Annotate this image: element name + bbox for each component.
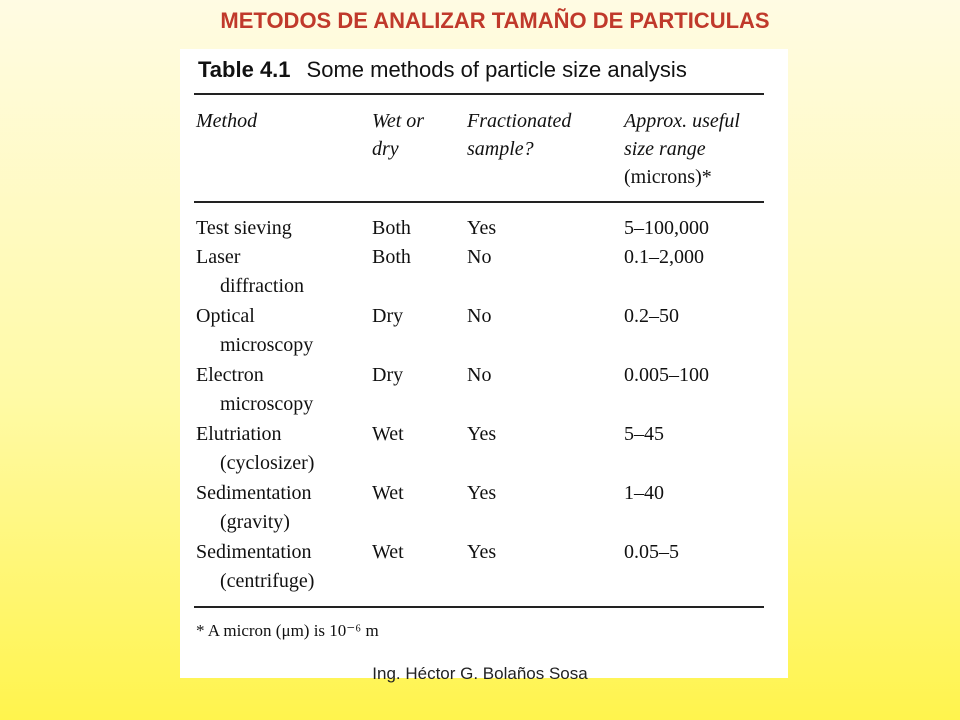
bottom-rule: [194, 606, 764, 608]
header-size-range: [624, 107, 740, 191]
cell-wet-dry: Wet: [372, 482, 404, 504]
cell-method-continued: microscopy: [220, 334, 314, 356]
slide-title: METODOS DE ANALIZAR TAMAÑO DE PARTICULAS: [220, 8, 770, 33]
header-fractionated: [467, 107, 571, 163]
header-wet-dry: [372, 107, 424, 163]
cell-fractionated: No: [467, 364, 492, 386]
cell-method-continued: microscopy: [220, 393, 314, 415]
cell-size-range: 5–45: [624, 423, 664, 445]
cell-wet-dry: Wet: [372, 541, 404, 563]
header-size-range-line: (microns)*: [624, 166, 712, 188]
cell-wet-dry: Wet: [372, 423, 404, 445]
cell-method: Sedimentation: [196, 541, 312, 563]
cell-fractionated: Yes: [467, 541, 497, 563]
table-footnote: * A micron (μm) is 10⁻⁶ m: [196, 621, 379, 640]
cell-method-continued: (centrifuge): [220, 570, 315, 592]
cell-method-continued: diffraction: [220, 275, 305, 297]
cell-method: Sedimentation: [196, 482, 312, 504]
cell-fractionated: Yes: [467, 423, 497, 445]
cell-wet-dry: Dry: [372, 364, 404, 386]
cell-method: Elutriation: [196, 423, 282, 445]
cell-size-range: 1–40: [624, 482, 664, 504]
header-fractionated-line: sample?: [467, 138, 534, 160]
cell-size-range: 0.005–100: [624, 364, 709, 386]
header-size-range-line: size range: [624, 138, 706, 160]
table-caption: [198, 57, 687, 83]
top-rule: [194, 93, 764, 95]
cell-fractionated: No: [467, 305, 492, 327]
cell-fractionated: No: [467, 246, 492, 268]
table-number: Table 4.1: [198, 57, 291, 82]
header-fractionated-line: Fractionated: [467, 110, 572, 132]
cell-wet-dry: Both: [372, 217, 411, 239]
cell-fractionated: Yes: [467, 482, 497, 504]
cell-method-continued: (gravity): [220, 511, 290, 533]
header-wet-dry-line: Wet or: [372, 110, 425, 132]
cell-method: Test sieving: [196, 217, 292, 239]
cell-fractionated: Yes: [467, 217, 497, 239]
header-method: Method: [196, 110, 258, 132]
cell-size-range: 5–100,000: [624, 217, 709, 239]
table-caption-text: Some methods of particle size analysis: [306, 57, 687, 82]
table-panel: [180, 49, 788, 678]
cell-method-continued: (cyclosizer): [220, 452, 315, 474]
cell-wet-dry: Both: [372, 246, 411, 268]
cell-size-range: 0.05–5: [624, 541, 679, 563]
cell-size-range: 0.1–2,000: [624, 246, 704, 268]
cell-wet-dry: Dry: [372, 305, 404, 327]
slide-footer: Ing. Héctor G. Bolaños Sosa: [372, 664, 588, 683]
cell-size-range: 0.2–50: [624, 305, 679, 327]
cell-method: Electron: [196, 364, 264, 386]
header-wet-dry-line: dry: [372, 138, 399, 160]
cell-method: Optical: [196, 305, 255, 327]
header-rule: [194, 201, 764, 203]
cell-method: Laser: [196, 246, 241, 268]
header-size-range-line: Approx. useful: [624, 110, 740, 132]
